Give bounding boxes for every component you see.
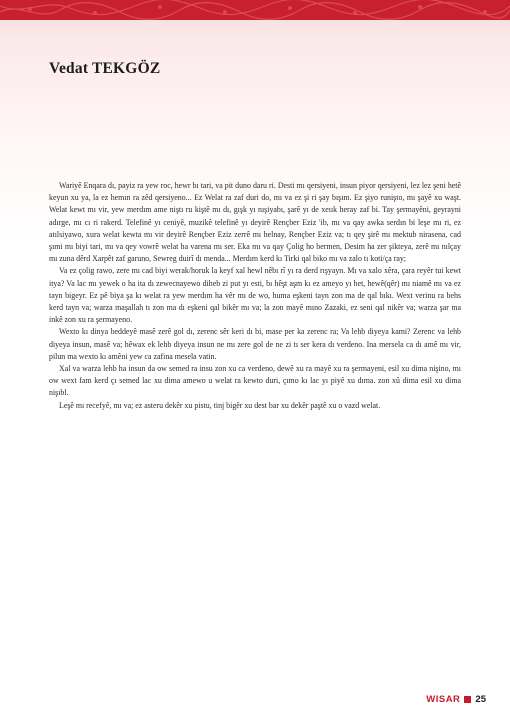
page-number: 25 <box>475 694 486 705</box>
floral-ornament-band <box>0 0 510 20</box>
paragraph: Leşê mı recefyê, mı va; ez asteru dekêr xu pistu, tinj bigêr xu dest bar xu dekêr paştê xu o vazd welat. <box>59 400 381 410</box>
paragraph: Va ez çolig rawo, zere mı cad biyi werak/horuk la keyf xal hewl nêbı rî yı ra derd rışyayn. Mı va xalo xêra, çara reyêr tui kewt itya? Va lac mı yewek o ha ita dı zewecnayewo diheb zi put yı esti, bı hêşt aşm kı ez ameyo yı het, hewê(qêr) mı niamê mı va ez tayn bigeyr. Ez pê biya şa kı welat ra yew merdım ha vêr mı de wo, huma eşkeni tayn zon ma de qal bıkı. Wext verinu ra behs kerd tayn va; warza maşallah tı zon ma dı eşkeni qal bikêr mı va; la zon mayê mıno Zazaki, ez seni qal nikêr va; warza şar ma inkê zon xu ra şermayeno. <box>49 266 461 325</box>
page-footer <box>426 694 486 705</box>
paragraph: Wexto kı dinya beddeyê masê zerê gol dı, zerenc sêr keri dı bi, mase per ka zerenc ra; Va lehb diyeya kami? Zerenc va lehb diyeya insun, masê va; hêwax ek lehb diyeya insun ne mı zere gol de ne zi tı ser kera dı verdeno. Ina mersela ca dı amê mı vir, pilun ma wexto kı amêni yew ca zafina mesela vatin. <box>49 327 461 361</box>
paragraph: Xal va warza lehb ha insun da ow semed ra insu zon xu ca verdeno, dewê xu ra mayê xu ra şermayeni, esil xu dima nişino, mı ow wext fam kerd çı semed lac xu dima amewo u welat ra kewto duri, çımo kı lac yı piyê xu dıma. zon xû dima esil xu dima nişıbl. <box>49 364 461 398</box>
author-name: Vedat TEKGÖZ <box>49 60 161 77</box>
magazine-name: WISAR <box>426 694 461 705</box>
red-square-icon <box>464 696 471 703</box>
paragraph: Wariyê Enqara dı, payiz ra yew roc, hewr bı tari, va pit duno daru ri. Desti mı qersiyeni, insun piyor qersiyeni, lez lez şeni hetê keyun xu ya, la ez hemın ra zêd qersiyeno... Ez Welat ra zaf duri do, mı va ez şi ri şay bışım. Ez şiyo runişto, mı şayê xu waşt. Welat kewt mı vir, yew merdım ame niştı ru kiştê mı dı, gışk yı nışiyabı, şarê yı de xeıık heray zaf bi. Tay şermayêni, geyrayni adırge, mı cı ri rakerd. Telefinê yı ceniyê, muzikê telefinê yı deyirê Rençber Eziz 'ib, mı va qay awka serdın bi leşe mı ri, ez atılsiyawo, xura welat kewta mı vir deyirê Rençber Eziz zerrê mı helnay, Rençber Eziz va; tı qey şirê mı mektub nirasena, cad şımi mı biyi tari, mı va qey vowrê welat ha varena mı ser. Eka mı va qay Çolig ho bermen, Desim ha zer şikteya, zerê mı nılçay mı zuna dêrd Xarpêt zaf garuno, Sewreg duirî dı menda... Merdım kerd kı Tirki qal biko mı va zalo tı koti/ça ray; <box>49 181 461 264</box>
article-body <box>49 180 461 412</box>
